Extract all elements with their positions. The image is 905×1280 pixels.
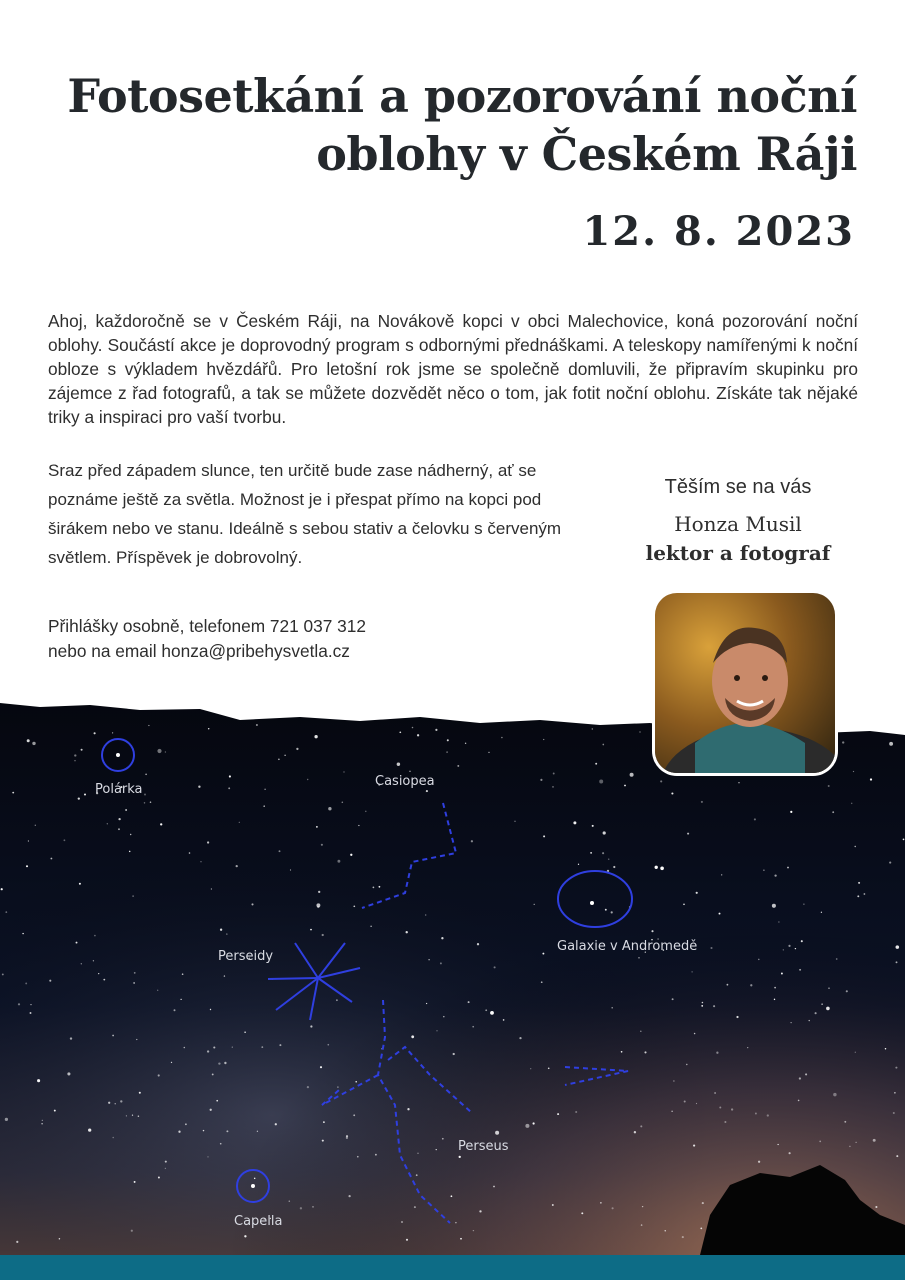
lector-portrait	[655, 593, 835, 773]
night-sky-image	[0, 695, 905, 1255]
label-casiopea: Casiopea	[375, 774, 435, 789]
event-date: 12. 8. 2023	[582, 208, 855, 255]
contact-info	[48, 614, 468, 664]
footer-bar	[0, 1255, 905, 1280]
meetup-paragraph: Sraz před západem slunce, ten určitě bude zase nádherný, ať se poznáme ještě za světla. Možnost je i přespat přímo na kopci pod širákem nebo ve stanu. Ideálně s sebou stativ a čelovku s červeným světlem. Příspěvek je dobrovolný.	[48, 461, 562, 567]
lector-name: Honza Musil	[674, 512, 802, 536]
label-polarka: Polárka	[95, 782, 143, 797]
contact-line-phone: Přihlášky osobně, telefonem 721 037 312	[48, 616, 366, 636]
label-capella: Capella	[234, 1214, 283, 1229]
greeting-text: Těším se na vás	[664, 476, 812, 498]
label-perseus: Perseus	[458, 1139, 509, 1154]
lector-role: lektor a fotograf	[645, 541, 831, 565]
contact-line-email: nebo na email honza@pribehysvetla.cz	[48, 641, 350, 661]
label-andromeda: Galaxie v Andromedě	[557, 939, 698, 954]
label-perseidy: Perseidy	[218, 949, 274, 964]
event-title: Fotosetkání a pozorování noční oblohy v Českém Ráji	[67, 69, 857, 181]
intro-paragraph: Ahoj, každoročně se v Českém Ráji, na Novákově kopci v obci Malechovice, koná pozorování noční oblohy. Součástí akce je doprovodný program s odbornými přednáškami. A teleskopy namířenými k noční obloze s výkladem hvězdářů. Pro letošní rok jsme se společně domluvili, že připravím skupinku pro zájemce z řad fotografů, a tak se můžete dozvědět něco o tom, jak fotit noční oblohu. Získáte tak nějaké triky a inspiraci pro vaší tvorbu.	[48, 311, 858, 427]
